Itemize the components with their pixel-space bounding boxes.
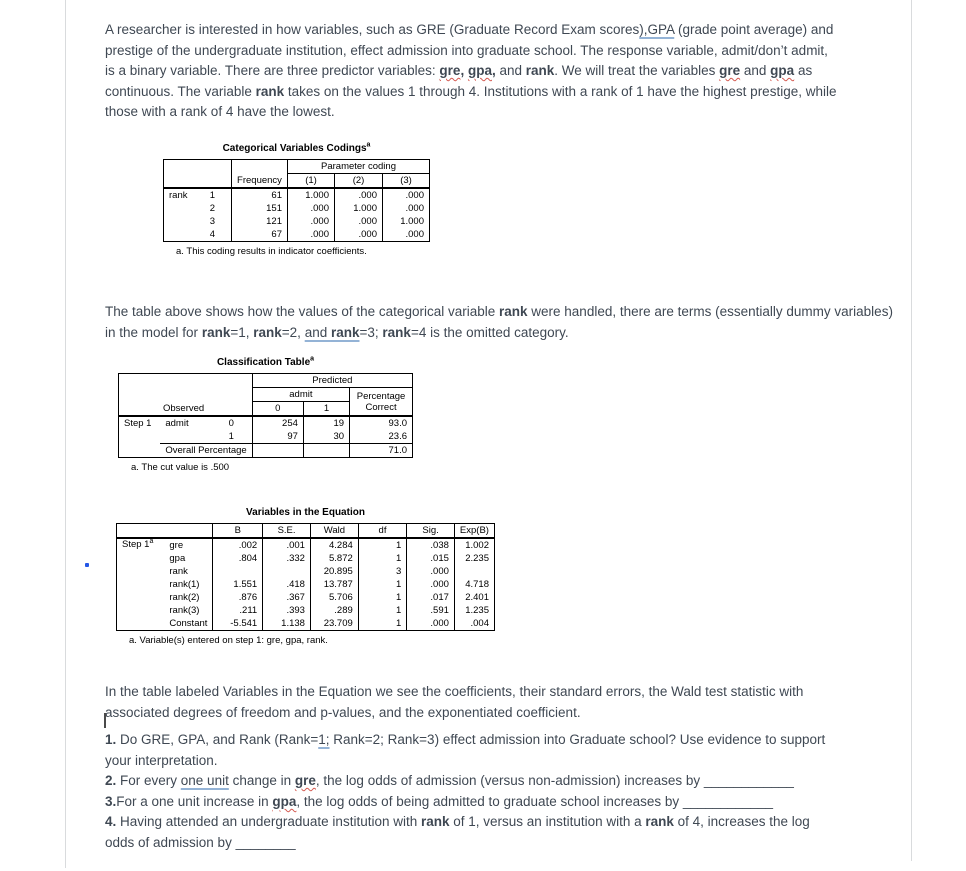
text-segment: ________ [235,834,296,850]
text-segment: gre [439,63,461,79]
table-cell [232,160,288,174]
classification-footnote: a. The cut value is .500 [131,462,230,473]
text-segment: in the model for [105,324,202,340]
table-cell [263,565,311,578]
table-cell: .332 [263,552,311,565]
text-line [105,751,825,772]
table-cell: .000 [383,228,430,242]
text-segment: The table above shows how the values of the categorical variable [105,304,499,319]
equation-table [116,523,495,631]
table-cell: .000 [288,215,335,228]
codings-row [164,215,430,228]
text-segment: change in [228,773,295,789]
wald-header: Wald [310,524,358,539]
table-cell: 1 [358,604,406,617]
text-segment: A researcher is interested in how variables, such as GRE (Graduate Record Exam scores [105,22,640,37]
questions-paragraph [105,730,825,854]
text-segment: , the log odds of being admitted to graduate school increases by [296,793,683,809]
table-cell: .876 [213,591,263,604]
table-cell [164,174,232,189]
param2-header: (2) [335,174,383,189]
text-segment: as [794,63,813,79]
classification-row [119,416,413,430]
overall-percentage-label: Overall Percentage [160,444,252,458]
table-cell: .002 [213,538,263,552]
table-cell [164,228,194,242]
table-cell: rank [169,566,188,577]
classification-table-title [118,357,413,368]
text-segment: 1. [105,732,117,747]
text-segment: takes on the values 1 through 4. Institutions with a rank of 1 have the highest prestige, while [284,83,837,99]
text-segment: 1; [318,732,330,747]
text-segment: , [460,63,468,79]
text-line [105,302,893,323]
table-cell: .000 [288,202,335,215]
table-cell [119,430,161,444]
predicted-1-header: 1 [303,402,349,417]
table-cell: 1.235 [454,604,494,617]
table-cell: .000 [335,215,383,228]
classification-footnote-marker: a [310,355,315,363]
table-cell: 30 [303,430,349,444]
table-cell: .000 [383,188,430,202]
text-segment: rank [420,814,450,830]
table-cell [119,444,161,458]
text-span: Categorical Variables Codings [222,143,367,154]
text-segment: . We will treat the variables [554,63,720,79]
codings-row [164,228,430,242]
admit-header: admit [252,388,349,402]
middle-paragraph [105,302,893,343]
text-segment: of 4, increases the log [673,814,810,830]
classification-row [119,430,413,444]
table-cell [164,160,232,174]
table-cell: 0 [228,418,234,429]
equation-row [117,578,495,591]
equation-row [117,538,495,552]
text-segment: 3. [105,793,117,809]
table-cell: .393 [263,604,311,617]
text-line [105,20,836,41]
table-cell: 4.284 [310,538,358,552]
text-segment: rank [255,83,285,99]
table-cell: .804 [213,552,263,565]
codings-row [164,188,430,202]
text-span: Classification Table [216,357,311,368]
group-label: admit [165,418,189,429]
text-line [105,41,836,62]
expb-header: Exp(B) [454,524,494,539]
table-cell: Constant [169,618,208,629]
equation-footnote-marker: a [149,538,154,545]
table-cell: 5.872 [310,552,358,565]
table-cell [119,388,253,402]
table-cell: .211 [213,604,263,617]
table-cell: .001 [263,538,311,552]
table-cell: 67 [232,228,288,242]
table-cell [454,565,494,578]
text-segment: Having attended an undergraduate institution with [116,814,421,830]
equation-row [117,617,495,631]
codings-table [163,159,430,242]
text-line [105,682,803,703]
equation-header-row [117,524,495,539]
classification-table [118,373,413,458]
table-cell: .289 [310,604,358,617]
table-cell: 1 [358,578,406,591]
table-cell: .000 [383,202,430,215]
text-segment: those with a rank of 4 have the lowest. [105,104,335,120]
table-cell: 5.706 [310,591,358,604]
text-segment: and [495,63,526,79]
table-cell: -5.541 [213,617,263,631]
table-cell: .367 [263,591,311,604]
text-segment: gre [294,773,316,789]
table-cell: 151 [232,202,288,215]
table-cell: .017 [407,591,455,604]
step-label: Step 1 [124,418,152,429]
text-segment: is a binary variable. There are three predictor variables: [105,63,440,79]
text-segment: In the table labeled Variables in the Equation we see the coefficients, their standard errors, the Wald test statistic with [105,684,804,699]
table-cell: 23.709 [310,617,358,631]
table-cell: 1.002 [454,538,494,552]
text-segment: =1, [230,324,254,340]
overall-percentage-value: 71.0 [350,444,413,458]
text-segment: 2. [105,773,117,789]
categorical-variables-codings [163,143,430,257]
text-segment: your interpretation. [105,752,218,768]
equation-row [117,565,495,578]
equation-table-title: Variables in the Equation [246,507,365,518]
text-segment: rank [201,324,231,340]
table-cell [213,565,263,578]
percentage-correct-header: Percentage Correct [350,388,413,417]
text-cursor [104,713,106,728]
text-segment: gre [719,63,741,79]
table-cell: 1 [358,617,406,631]
text-line [105,82,836,103]
observed-header: Observed [119,402,253,417]
text-segment: gpa [770,63,795,79]
text-span: Step 1 [122,539,150,550]
text-segment: =4 is the omitted category. [410,324,569,340]
table-cell: .000 [335,188,383,202]
table-cell: 4 [209,229,215,240]
table-cell: .000 [407,578,455,591]
text-segment: For a one unit increase in [116,793,273,809]
table-cell: .591 [407,604,455,617]
classification-header-row-1 [119,374,413,388]
row-variable-label: rank [169,190,188,201]
table-cell: .000 [407,565,455,578]
table-cell: .000 [288,228,335,242]
table-cell: 254 [252,416,303,430]
text-segment: =3; [359,324,383,340]
table-cell: 1.551 [213,578,263,591]
b-header: B [213,524,263,539]
text-segment: prestige of the undergraduate institution, effect admission into graduate school. The response variable, admit/don’t admit, [105,42,828,58]
table-cell: 1.000 [288,188,335,202]
text-line [105,730,825,751]
text-line [105,323,893,344]
codings-header-row-2 [164,174,430,189]
frequency-header: Frequency [232,174,288,189]
table-cell: 1.000 [335,202,383,215]
closing-paragraph [105,682,803,723]
codings-header-row-1 [164,160,430,174]
se-header: S.E. [263,524,311,539]
table-cell [117,524,213,539]
table-cell: rank(3) [169,605,200,616]
text-line [105,792,825,813]
table-cell: 3 [209,216,215,227]
table-cell: 1 [358,591,406,604]
text-segment: continuous. The variable [105,83,256,99]
df-header: df [358,524,406,539]
text-segment: rank [330,324,360,340]
table-cell: .038 [407,538,455,552]
text-segment: , [491,63,496,79]
table-cell: 121 [232,215,288,228]
classification-overall-row [119,444,413,458]
table-cell: 4.718 [454,578,494,591]
table-cell: .000 [335,228,383,242]
table-cell: 2 [209,203,215,214]
text-segment: rank [499,304,528,319]
table-cell: .015 [407,552,455,565]
table-cell: .000 [407,617,455,631]
table-cell: .004 [454,617,494,631]
text-segment: and [304,324,331,340]
equation-row [117,591,495,604]
element [119,374,413,458]
element [164,160,430,242]
text-segment: gpa [467,63,492,79]
blue-marker-dot [85,563,89,567]
text-segment: ____________ [682,793,773,809]
codings-table-title [163,143,430,154]
table-cell: 23.6 [350,430,413,444]
param1-header: (1) [288,174,335,189]
element [117,524,495,631]
equation-row [117,604,495,617]
predicted-0-header: 0 [252,402,303,417]
table-cell [160,430,210,444]
text-segment: Do GRE, GPA, and Rank (Rank= [116,732,319,747]
text-segment: ),GPA [639,22,675,37]
param-coding-header: Parameter coding [288,160,430,174]
sig-header: Sig. [407,524,455,539]
text-segment: of 1, versus an institution with a [449,814,646,830]
text-segment: , the log odds of admission (versus non-admission) increases by [315,773,704,789]
step-label [117,538,165,631]
table-cell: rank(1) [169,579,200,590]
table-cell: 1 [358,538,406,552]
codings-footnote: a. This coding results in indicator coefficients. [176,246,367,257]
codings-row [164,202,430,215]
table-cell: 1 [209,190,215,201]
table-cell: 19 [303,416,349,430]
text-segment: =2, [281,324,305,340]
text-segment: ____________ [703,773,794,789]
text-segment: rank [253,324,282,340]
table-cell: 1 [228,431,234,442]
table-cell: 20.895 [310,565,358,578]
text-segment: (grade point average) and [674,22,834,37]
text-segment: were handled, there are terms (essentially dummy variables) [527,304,893,319]
text-line [105,833,825,854]
table-cell: 3 [358,565,406,578]
classification-table-block [118,357,413,473]
predicted-header: Predicted [252,374,412,388]
text-segment: 4. [105,814,117,830]
table-cell: gre [169,540,184,551]
text-segment: gpa [272,793,297,809]
table-cell: 1 [358,552,406,565]
text-segment: rank [525,63,555,79]
table-cell: rank(2) [169,592,200,603]
text-segment: rank [382,324,411,340]
table-cell: 2.235 [454,552,494,565]
table-cell: 1.138 [263,617,311,631]
table-cell [164,202,194,215]
table-cell [252,444,303,458]
text-line [105,771,825,792]
equation-row [117,552,495,565]
text-line [105,703,803,724]
table-cell: 93.0 [350,416,413,430]
text-segment: associated degrees of freedom and p-values, and the exponentiated coefficient. [105,704,581,720]
table-cell: 1.000 [383,215,430,228]
param3-header: (3) [383,174,430,189]
table-cell: 61 [232,188,288,202]
text-line [105,812,825,833]
table-cell: 2.401 [454,591,494,604]
table-cell [303,444,349,458]
text-segment: Rank=2; Rank=3) effect admission into Graduate school? Use evidence to support [329,732,826,747]
text-segment: one unit [180,773,229,789]
text-segment: and [740,63,771,79]
classification-header-row-2 [119,388,413,402]
intro-paragraph [105,20,836,123]
variables-in-equation-block [116,507,495,646]
text-segment: rank [645,814,674,830]
table-cell: 97 [252,430,303,444]
text-segment: odds of admission by [105,834,236,850]
equation-footnote: a. Variable(s) entered on step 1: gre, gpa, rank. [129,635,328,646]
table-cell: gpa [169,553,186,564]
table-cell: 13.787 [310,578,358,591]
text-line [105,102,836,123]
table-cell [119,374,253,388]
text-segment: For every [116,773,181,789]
codings-footnote-marker: a [366,141,371,149]
table-cell: .418 [263,578,311,591]
table-cell [164,215,194,228]
text-line [105,61,836,82]
